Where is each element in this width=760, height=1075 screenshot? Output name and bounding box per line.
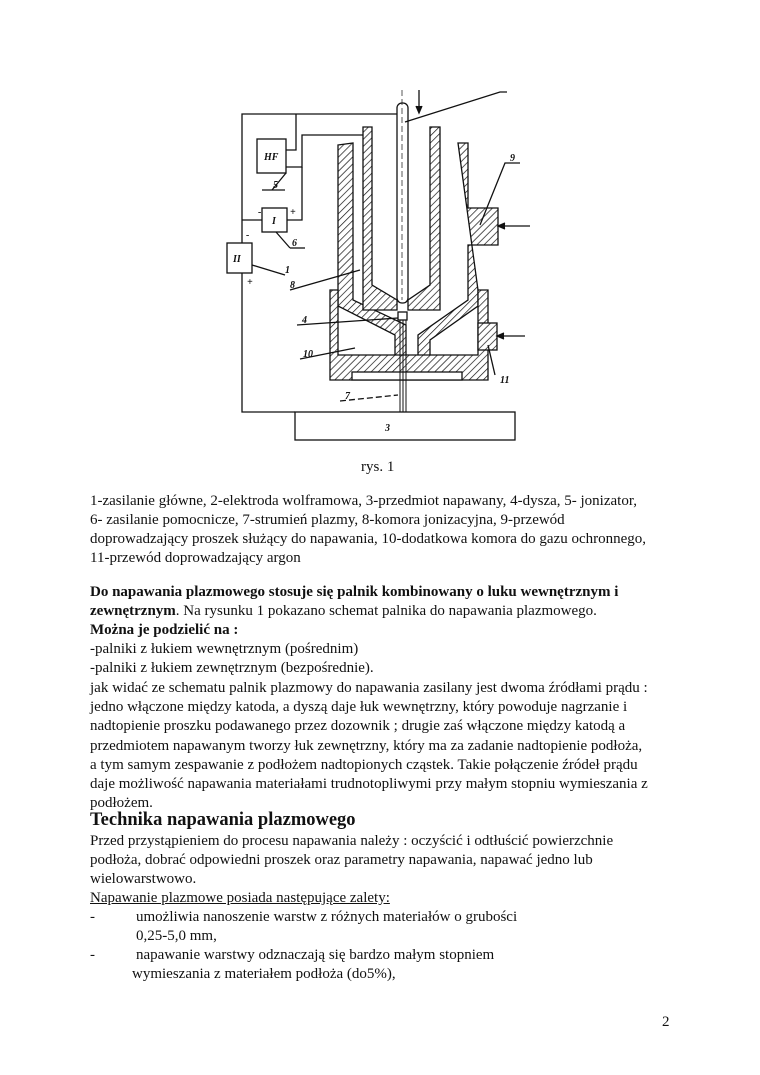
body-line: -palniki z łukiem wewnętrznym (pośrednim) [90,641,359,657]
body-line: -palniki z łukiem zewnętrznym (bezpośrednie). [90,660,374,676]
legend-line: doprowadzający proszek służący do napawania, 10-dodatkowa komora do gazu ochronnego, [90,531,647,547]
electrode [397,103,408,303]
body-line: jedno włączone między katoda, a dyszą daje łuk wewnętrzny, który powoduje nagrzanie i [90,699,628,715]
intro-bold: zewnętrznym [90,603,176,619]
legend-line: 6- zasilanie pomocnicze, 7-strumień plazmy, 8-komora jonizacyjna, 9-przewód [90,512,565,528]
page-number: 2 [662,1014,670,1030]
label-10: 10 [303,349,313,360]
section-line: wielowarstwowo. [90,871,197,887]
label-hf: HF [264,152,279,163]
section-line: Przed przystąpieniem do procesu napawania należy : oczyścić i odtłuścić powierzchnie [90,833,614,849]
body-line: przedmiotem napawanym tworzy łuk zewnętrzny, który ma za zadanie nadtopienie podłoża, [90,738,643,754]
bullet-text: napawanie warstwy odznaczają się bardzo małym stopniem [136,947,495,963]
label-minus: - [258,207,262,218]
section-heading: Technika napawania plazmowego [90,810,356,830]
label-9: 9 [510,153,515,164]
body-line: jak widać ze schematu palnik plazmowy do napawania zasilany jest dwoma źródłami prądu : [90,680,648,696]
label-1: 1 [285,265,290,276]
plasma-torch-diagram [0,0,760,480]
bullet-dash: - [90,947,95,963]
intro-text: . Na rysunku 1 pokazano schemat palnika do napawania plazmowego. [175,603,597,619]
legend-line: 11-przewód doprowadzający argon [90,550,301,566]
bullet-text: wymieszania z materiałem podłoża (do5%), [132,966,396,982]
label-6: 6 [292,238,297,249]
intro-bold-line: Do napawania plazmowego stosuje się palnik kombinowany o luku wewnętrznym i [90,584,619,600]
label-i: I [272,216,276,227]
advantages-title: Napawanie plazmowe posiada następujące zalety: [90,890,390,906]
label-5: 5 [273,180,278,191]
bullet-dash: - [90,909,95,925]
section-line: podłoża, dobrać odpowiedni proszek oraz parametry napawania, napawać jedno lub [90,852,593,868]
workpiece [295,412,515,440]
intro-subheading: Można je podzielić na : [90,622,239,638]
body-line: daje możliwość napawania materiałami trudnotopliwymi przy małym stopniu wymieszania z [90,776,648,792]
label-4: 4 [302,315,307,326]
figure-caption: rys. 1 [361,459,395,475]
intro-line [90,602,597,621]
label-11: 11 [500,375,510,386]
bullet-text: 0,25-5,0 mm, [136,928,217,944]
label-7: 7 [345,391,350,402]
body-line: podłożem. [90,795,153,811]
body-line: a tym samym zespawanie z podłożem nadtopionych cząstek. Takie połączenie źródeł prądu [90,757,638,773]
label-8: 8 [290,280,295,291]
body-line: nadtopienie proszku podawanego przez dozownik ; drugie zaś włączone między katodą a [90,718,626,734]
label-plus: + [290,207,296,218]
label-ii: II [233,254,241,265]
label-plus: + [247,277,253,288]
label-minus: - [246,230,250,241]
legend-line: 1-zasilanie główne, 2-elektroda wolframowa, 3-przedmiot napawany, 4-dysza, 5- jonizator, [90,493,637,509]
bullet-text: umożliwia nanoszenie warstw z różnych materiałów o grubości [136,909,518,925]
label-3: 3 [385,423,390,434]
